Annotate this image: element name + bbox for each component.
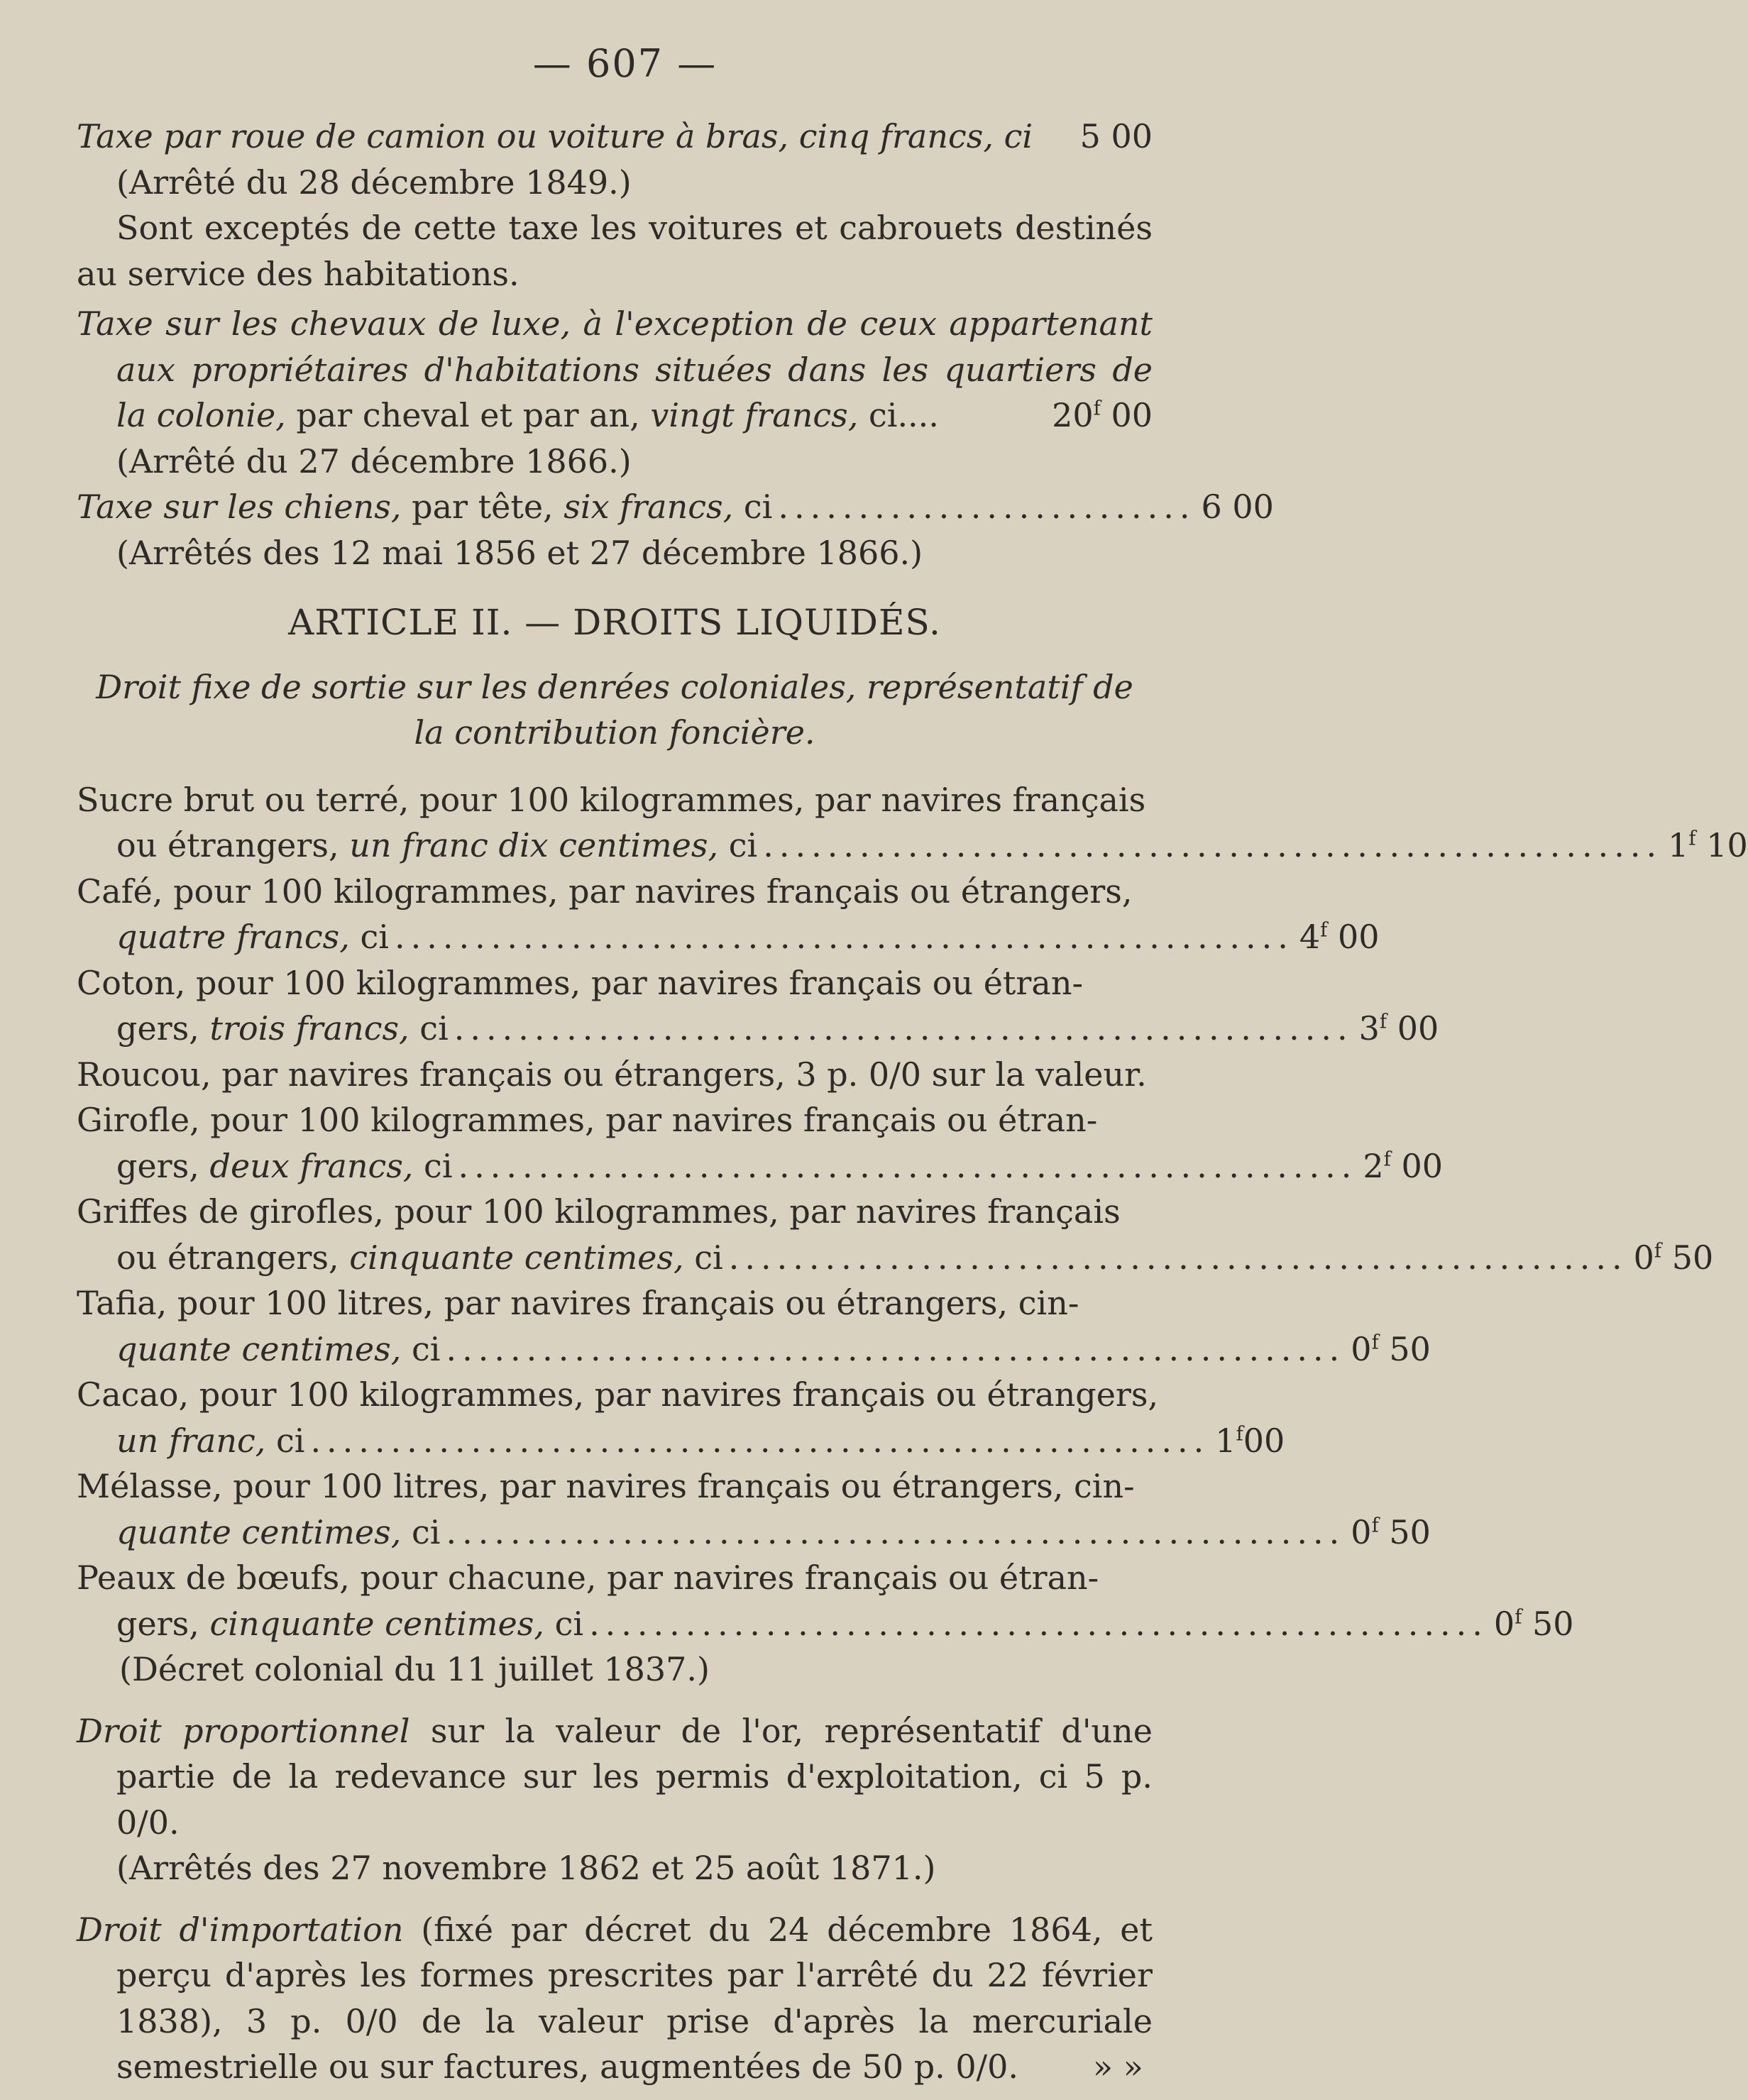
tax-chiens-plain: par tête,: [401, 488, 564, 526]
roucou-line: Roucou, par navires français ou étrangers, 3 p. 0/0 sur la valeur.: [77, 1055, 1147, 1094]
tariff-item-rate-line: quatre francs, ci ........................................................ 4$^f$ 00: [77, 914, 1153, 960]
tariff-item-amount: 0$^f$ 50: [1351, 1329, 1431, 1368]
tariff-item-text: Coton, pour 100 kilogrammes, par navires français ou étran-: [77, 963, 1084, 1002]
tariff-item-tafia: [77, 1280, 1431, 1372]
items-list-a: [77, 777, 1748, 1052]
droit-importation-label: Droit d'importation: [77, 1910, 404, 1949]
tariff-item-amount: 0$^f$ 50: [1493, 1604, 1574, 1643]
tariff-item-rate: deux francs,: [209, 1146, 414, 1185]
article-subheading: Droit fixe de sortie sur les denrées coloniales, représentatif de la contribution foncière.: [96, 667, 1133, 752]
tariff-item-ci: ci: [544, 1604, 584, 1643]
tariff-item-text: Girofle, pour 100 kilogrammes, par navires français ou étran-: [77, 1101, 1098, 1139]
tax-chiens-line: Taxe sur les chiens, par tête, six francs, ci .......................... 6 00: [77, 484, 1153, 530]
tariff-item-rate-line: quante centimes, ci ........................................................ 0$^f$ 50: [77, 1510, 1153, 1556]
decret-colonial-note: (Décret colonial du 11 juillet 1837.): [119, 1650, 710, 1688]
tariff-item-amount: 0$^f$ 50: [1351, 1512, 1431, 1551]
tariff-item-ci: ci: [413, 1146, 453, 1185]
tariff-item-rate: quante centimes,: [116, 1329, 402, 1368]
tariff-item-rate-line: gers, cinquante centimes, ci ........................................................ 0$^f$ 50: [77, 1601, 1153, 1647]
tariff-item-melasse: [77, 1463, 1431, 1555]
tariff-item-coton: [77, 960, 1439, 1052]
tariff-item-rate: un franc,: [116, 1421, 266, 1460]
article-heading: ARTICLE II. — DROITS LIQUIDÉS.: [288, 602, 941, 643]
tax-chevaux-paragraph: Taxe sur les chevaux de luxe, à l'exception de ceux appartenant aux propriétaires d'habitations situées dans les quartiers de la colonie, par cheval et par an, vingt francs, ci.... 20$^f$ 00: [77, 301, 1153, 439]
page-number: — 607 —: [532, 41, 718, 86]
tariff-item-text: Peaux de bœufs, pour chacune, par navires français ou étran-: [77, 1558, 1099, 1597]
droit-importation-amount: » »: [1092, 2047, 1143, 2086]
tariff-item-rate: quatre francs,: [116, 918, 350, 956]
tariff-item-amount: 3$^f$ 00: [1358, 1009, 1439, 1048]
droit-proportionnel-label: Droit proportionnel: [77, 1711, 410, 1750]
tax-chiens-rate: six francs,: [564, 488, 734, 526]
tax-chevaux-plain: par cheval et par an,: [285, 396, 651, 434]
tariff-item-rate-line: ou étrangers, cinquante centimes, ci ........................................................ 0$^f$ 50: [77, 1235, 1153, 1281]
tariff-item-prefix: gers,: [116, 1604, 210, 1643]
tariff-item-ci: ci: [401, 1512, 441, 1551]
tariff-item-prefix: ou étrangers,: [116, 826, 350, 864]
tax-chevaux-amount: 20$^f$ 00: [1052, 396, 1153, 434]
tariff-item-ci: ci: [401, 1329, 441, 1368]
page-content: [77, 114, 1748, 2090]
tariff-item-ci: ci: [265, 1421, 305, 1460]
tariff-item-ci: ci: [718, 826, 758, 864]
tariff-item-griffes: [77, 1189, 1714, 1280]
tax-chevaux-italic: Taxe sur les chevaux de luxe, à l'exception de ceux appartenant aux propriétaires d'habitations situées dans les quartiers de la colonie,: [77, 304, 1153, 434]
droit-importation-paragraph: [77, 1907, 1153, 2090]
droit-proportionnel-note: (Arrêtés des 27 novembre 1862 et 25 août 1871.): [116, 1849, 936, 1887]
tax-chiens-amount: 6 00: [1201, 488, 1274, 526]
tariff-item-sucre: [77, 777, 1748, 869]
droit-proportionnel-paragraph: [77, 1708, 1153, 1846]
tariff-item-rate-line: un franc, ci ........................................................ 1$^f$00: [77, 1418, 1153, 1464]
tax-chevaux-rate: vingt francs,: [650, 396, 859, 434]
tariff-item-cacao: [77, 1372, 1285, 1463]
tariff-item-rate-line: gers, deux francs, ci ........................................................ 2$^f$ 00: [77, 1143, 1153, 1189]
tariff-item-ci: ci: [683, 1238, 723, 1277]
tariff-item-text: Tafia, pour 100 litres, par navires français ou étrangers, cin-: [77, 1284, 1079, 1322]
tariff-item-ci: ci: [409, 1009, 449, 1048]
tariff-item-amount: 4$^f$ 00: [1299, 918, 1380, 956]
items-list-b: [77, 1097, 1714, 1647]
tax-chiens-note: (Arrêtés des 12 mai 1856 et 27 décembre 1866.): [116, 533, 923, 572]
tariff-item-text: Café, pour 100 kilogrammes, par navires français ou étrangers,: [77, 872, 1133, 911]
tariff-item-rate: trois francs,: [209, 1009, 409, 1048]
tariff-item-rate-line: quante centimes, ci ........................................................ 0$^f$ 50: [77, 1326, 1153, 1373]
tax-chevaux-ci: ci: [858, 396, 898, 434]
tariff-item-text: Griffes de girofles, pour 100 kilogrammes, par navires français: [77, 1192, 1121, 1231]
tax-chiens-ci: ci: [733, 488, 773, 526]
tax-camion-line: [77, 114, 1153, 160]
tariff-item-prefix: gers,: [116, 1009, 210, 1048]
droit-importation-text: (fixé par décret du 24 décembre 1864, et perçu d'après les formes prescrites par l'arrêté du 22 février 1838), 3 p. 0/0 de la valeur prise d'après la mercuriale semestrielle ou sur factures, augmentées de 50 p. 0/0.: [116, 1910, 1153, 2086]
tax-camion-exception: Sont exceptés de cette taxe les voitures et cabrouets destinés au service des habitations.: [77, 209, 1153, 293]
tariff-item-rate-line: ou étrangers, un franc dix centimes, ci ........................................................ 1$^f$ 10: [77, 823, 1153, 869]
tax-camion-text: Taxe par roue de camion ou voiture à bras, cinq francs, ci: [77, 117, 1033, 155]
tariff-item-amount: 1$^f$00: [1215, 1421, 1285, 1460]
tariff-item-prefix: gers,: [116, 1146, 210, 1185]
tax-camion-note: (Arrêté du 28 décembre 1849.): [116, 163, 632, 202]
tariff-item-ci: ci: [349, 918, 389, 956]
tariff-item-cafe: [77, 869, 1380, 960]
tariff-item-girofle: [77, 1097, 1444, 1189]
tariff-item-rate: un franc dix centimes,: [349, 826, 719, 864]
tariff-item-rate-line: gers, trois francs, ci ........................................................ 3$^f$ 00: [77, 1006, 1153, 1052]
tax-chiens-italic: Taxe sur les chiens,: [77, 488, 402, 526]
tariff-item-prefix: ou étrangers,: [116, 1238, 350, 1277]
tax-camion-amount: 5 00: [1079, 117, 1153, 155]
tariff-item-rate: quante centimes,: [116, 1512, 402, 1551]
tariff-item-amount: 2$^f$ 00: [1363, 1146, 1444, 1185]
tariff-item-rate: cinquante centimes,: [349, 1238, 684, 1277]
droit-proportionnel-text: sur la valeur de l'or, représentatif d'une partie de la redevance sur les permis d'exploitation, ci 5 p. 0/0.: [116, 1711, 1153, 1842]
tariff-item-amount: 1$^f$ 10: [1668, 826, 1748, 864]
tariff-item-text: Cacao, pour 100 kilogrammes, par navires français ou étrangers,: [77, 1375, 1159, 1414]
tax-chevaux-note: (Arrêté du 27 décembre 1866.): [116, 441, 632, 480]
tariff-item-amount: 0$^f$ 50: [1633, 1238, 1714, 1277]
tariff-item-text: Sucre brut ou terré, pour 100 kilogrammes, par navires français: [77, 780, 1146, 819]
tariff-item-rate: cinquante centimes,: [209, 1604, 544, 1643]
tariff-item-text: Mélasse, pour 100 litres, par navires français ou étrangers, cin-: [77, 1467, 1135, 1505]
tariff-item-peaux: [77, 1555, 1574, 1647]
